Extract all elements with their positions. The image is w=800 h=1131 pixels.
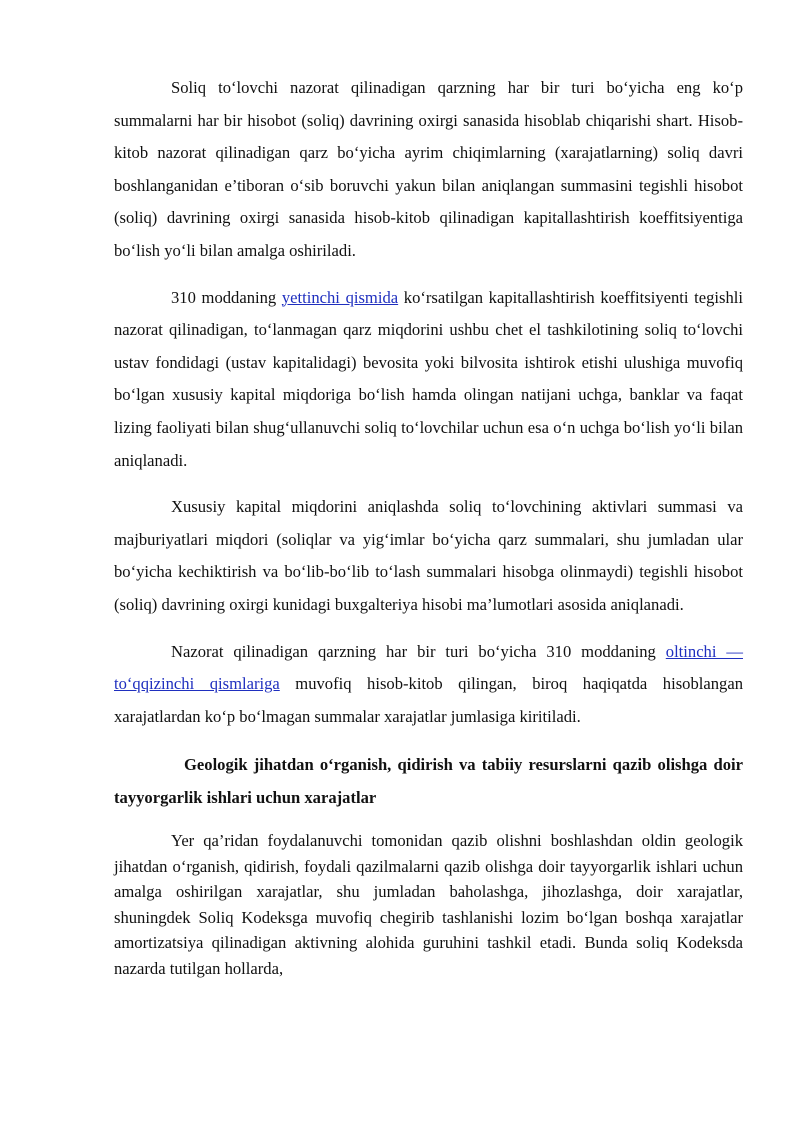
link-sixth-ninth-parts[interactable]: oltinchi — to‘qqizinchi qismlariga [114, 641, 743, 694]
paragraph-3: Xususiy kapital miqdorini aniqlashda soliq to‘lovchining aktivlari summasi va majburiyatlari miqdori (soliqlar va yig‘imlar bo‘yicha qarz summalari, shu jumladan ular bo‘yicha kechiktirish va bo‘lib-bo‘lib to‘lash summalari hisobga olinmaydi) tegishli hisobot (soliq) davrining oxirgi kunidagi buxgalteriya hisobi ma’lumotlari asosida aniqlanadi. [114, 497, 743, 614]
paragraph-5: Yer qa’ridan foydalanuvchi tomonidan qazib olishni boshlashdan oldin geologik jihatdan o‘rganish, qidirish, foydali qazilmalarni qazib olishga doir tayyorgarlik ishlari uchun amalga oshirilgan xarajatlar, shu jumladan baholashga, jihozlashga, doir xarajatlar, shuningdek Soliq Kodeksga muvofiq chegirib tashlanishi lozim bo‘lgan boshqa xarajatlar amortizatsiya qilinadigan aktivning alohida guruhini tashkil etadi. Bunda soliq Kodeksda nazarda tutilgan hollarda, [114, 831, 743, 978]
section-heading: Geologik jihatdan o‘rganish, qidirish va tabiiy resurslarni qazib olishga doir tayyorgarlik ishlari uchun xarajatlar [114, 755, 743, 807]
link-seventh-part[interactable]: yettinchi qismida [281, 287, 399, 307]
paragraph-4-rest: muvofiq hisob-kitob qilingan, biroq haqiqatda hisoblangan xarajatlardan ko‘p bo‘lmagan summalar xarajatlar jumlasiga kiritiladi. [114, 674, 743, 726]
paragraph-1: Soliq to‘lovchi nazorat qilinadigan qarzning har bir turi bo‘yicha eng ko‘p summalarni har bir hisobot (soliq) davrining oxirgi sanasida hisoblab chiqarishi shart. Hisob-kitob nazorat qilinadigan qarz bo‘yicha ayrim chiqimlarning (xarajatlarning) soliq davri boshlanganidan e’tiboran o‘sib boruvchi yakun bilan aniqlangan summasini tegishli hisobot (soliq) davrining oxirgi sanasida hisob-kitob qilinadigan kapitallashtirish koeffitsiyentiga bo‘lish yo‘li bilan amalga oshiriladi. [114, 78, 743, 260]
paragraph-4 [114, 636, 743, 734]
paragraph-4-lead: Nazorat qilinadigan qarzning har bir turi bo‘yicha 310 moddaning [171, 641, 666, 661]
paragraph-2-lead: 310 moddaning [171, 287, 282, 307]
paragraph-2-rest: ko‘rsatilgan kapitallashtirish koeffitsiyenti tegishli nazorat qilinadigan, to‘lanmagan qarz miqdorini ushbu chet el tashkilotining soliq to‘lovchi ustav fondidagi (ustav kapitalidagi) bevosita yoki bilvosita ishtirok etishi ulushiga muvofiq bo‘lgan xususiy kapital miqdoriga bo‘lish hamda olingan natijani uchga, banklar va faqat lizing faoliyati bilan shug‘ullanuvchi soliq to‘lovchilar uchun esa o‘n uchga bo‘lish yo‘li bilan aniqlanadi. [114, 287, 743, 470]
paragraph-2 [114, 282, 743, 478]
